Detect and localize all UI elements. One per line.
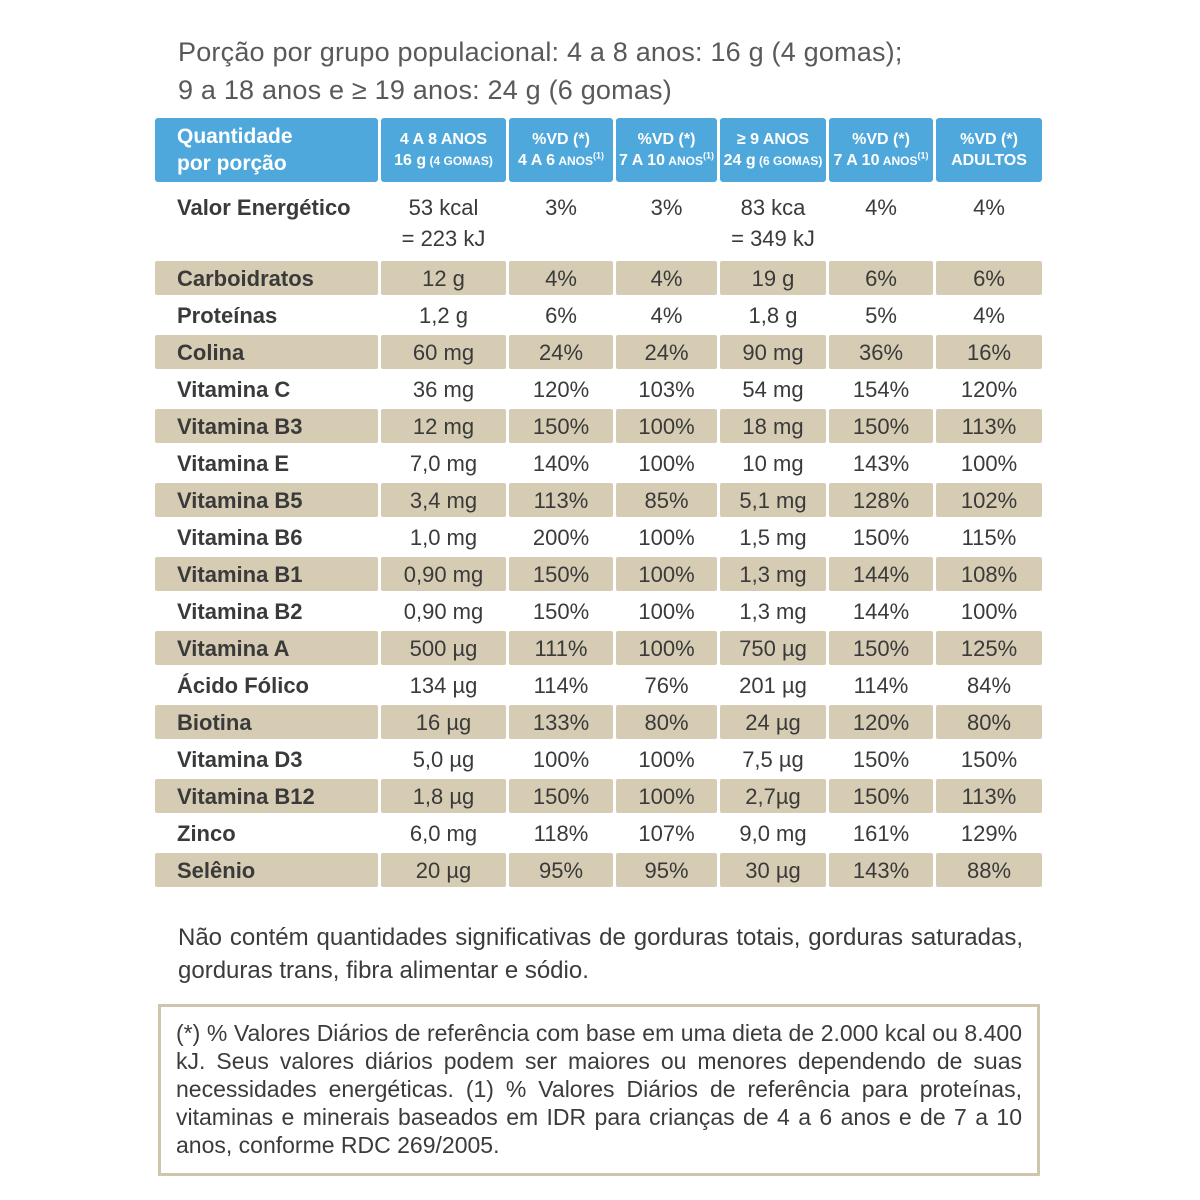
row-value: 0,90 mg	[381, 557, 506, 591]
row-value: 76%	[644, 672, 689, 698]
row-value: 100%	[616, 409, 717, 443]
row-value: 102%	[936, 483, 1042, 517]
row-value: 3%	[545, 195, 577, 220]
footnote-text: (*) % Valores Diários de referência com base em uma dieta de 2.000 kcal ou 8.400 kJ. Seus valores diários podem ser maiores ou menores dependendo de suas necessidades energéticas. (1) % Valores Diários de referência para proteínas, vitaminas e minerais baseados em IDR para crianças de 4 a 6 anos e de 7 a 10 anos, conforme RDC 269/2005.	[176, 1020, 1022, 1158]
row-label: Vitamina B2	[177, 598, 303, 624]
row-value: 10 mg	[742, 450, 804, 476]
row-value: 1,8 g	[748, 302, 798, 328]
row-value: 133%	[509, 705, 613, 739]
row-value: 201 µg	[739, 672, 807, 698]
header-cell-1: 4 A 8 ANOS 16 g (4 GOMAS)	[381, 118, 506, 182]
row-value: 120%	[532, 376, 590, 402]
row-value: 5%	[865, 302, 897, 328]
row-value: 111%	[509, 631, 613, 665]
row-value: 107%	[638, 820, 695, 846]
row-value: 100%	[638, 746, 695, 772]
table-row	[155, 261, 1042, 295]
page-title	[178, 33, 1200, 109]
row-value: 100%	[532, 746, 590, 772]
row-label: Zinco	[177, 820, 236, 846]
row-value: 114%	[533, 672, 589, 698]
row-value: 1,3 mg	[720, 557, 826, 591]
table-row	[155, 483, 1042, 517]
row-value: 750 µg	[720, 631, 826, 665]
row-value: 150%	[852, 524, 910, 550]
table-body	[155, 187, 1042, 887]
row-value: 24%	[509, 335, 613, 369]
row-value: 9,0 mg	[739, 820, 807, 846]
row-label: Vitamina B12	[155, 779, 378, 813]
table-row	[155, 742, 1042, 776]
table-row	[155, 409, 1042, 443]
row-value: 53 kcal = 223 kJ	[401, 195, 486, 251]
row-value: 200%	[532, 524, 590, 550]
row-value: 95%	[616, 853, 717, 887]
row-value: 36%	[829, 335, 933, 369]
row-value: 95%	[509, 853, 613, 887]
row-value: 113%	[936, 779, 1042, 813]
row-value: 150%	[829, 779, 933, 813]
table-row	[155, 335, 1042, 369]
nutrition-table	[155, 118, 1042, 887]
row-value: 6%	[545, 302, 577, 328]
row-value: 150%	[829, 409, 933, 443]
row-value: 500 µg	[381, 631, 506, 665]
row-value: 1,2 g	[419, 302, 468, 328]
row-value: 2,7µg	[720, 779, 826, 813]
row-value: 150%	[852, 746, 910, 772]
row-value: 4%	[973, 302, 1005, 328]
row-value: 12 mg	[381, 409, 506, 443]
row-value: 0,90 mg	[403, 598, 484, 624]
row-value: 88%	[936, 853, 1042, 887]
row-label: Ácido Fólico	[177, 672, 309, 698]
row-label: Valor Energético	[177, 195, 351, 220]
row-value: 84%	[966, 672, 1012, 698]
no-significant-note: Não contém quantidades significativas de gorduras totais, gorduras saturadas, gorduras trans, fibra alimentar e sódio.	[178, 924, 1023, 984]
row-value: 85%	[616, 483, 717, 517]
row-value: 129%	[960, 820, 1018, 846]
row-value: 6%	[829, 261, 933, 295]
row-value: 150%	[960, 746, 1018, 772]
row-label: Proteínas	[177, 302, 278, 328]
row-value: 16%	[936, 335, 1042, 369]
row-value: 24 µg	[720, 705, 826, 739]
row-value: 83 kca = 349 kJ	[731, 195, 815, 251]
row-value: 100%	[638, 524, 695, 550]
row-value: 140%	[532, 450, 590, 476]
row-value: 114%	[853, 672, 909, 698]
header-cell-0: Quantidade por porção	[155, 118, 378, 182]
row-label: Vitamina B1	[155, 557, 378, 591]
row-value: 150%	[829, 631, 933, 665]
header-cell-5: %VD (*) 7 A 10 ANOS$^{(1)}$	[829, 118, 933, 182]
row-value: 7,0 mg	[409, 450, 478, 476]
row-value: 113%	[936, 409, 1042, 443]
row-value: 144%	[852, 598, 910, 624]
page-title-line2: 9 a 18 anos e ≥ 19 anos: 24 g (6 gomas)	[178, 75, 672, 105]
row-value: 150%	[509, 779, 613, 813]
row-value: 143%	[829, 853, 933, 887]
row-value: 100%	[616, 631, 717, 665]
row-value: 154%	[852, 376, 910, 402]
row-label: Vitamina B5	[155, 483, 378, 517]
table-row	[155, 557, 1042, 591]
row-label: Colina	[155, 335, 378, 369]
row-value: 5,0 µg	[412, 746, 475, 772]
table-row	[155, 594, 1042, 628]
header-cell-3: %VD (*) 7 A 10 ANOS$^{(1)}$	[616, 118, 717, 182]
row-value: 118%	[533, 820, 589, 846]
row-value: 80%	[616, 705, 717, 739]
table-row	[155, 298, 1042, 332]
row-label: Selênio	[155, 853, 378, 887]
table-row	[155, 187, 1042, 258]
row-value: 20 µg	[381, 853, 506, 887]
row-value: 4%	[616, 261, 717, 295]
table-row	[155, 853, 1042, 887]
row-value: 54 mg	[742, 376, 804, 402]
row-value: 108%	[936, 557, 1042, 591]
row-label: Vitamina A	[155, 631, 378, 665]
row-label: Vitamina B6	[177, 524, 303, 550]
row-value: 7,5 µg	[742, 746, 804, 772]
row-value: 5,1 mg	[720, 483, 826, 517]
table-row	[155, 668, 1042, 702]
row-value: 100%	[616, 779, 717, 813]
row-value: 120%	[960, 376, 1018, 402]
row-value: 100%	[960, 598, 1018, 624]
row-label: Biotina	[155, 705, 378, 739]
row-label: Vitamina E	[177, 450, 290, 476]
table-row	[155, 631, 1042, 665]
table-row	[155, 372, 1042, 406]
row-label: Carboidratos	[155, 261, 378, 295]
row-value: 1,3 mg	[739, 598, 807, 624]
row-value: 1,8 µg	[381, 779, 506, 813]
row-value: 60 mg	[381, 335, 506, 369]
row-value: 4%	[650, 302, 683, 328]
row-value: 3%	[650, 195, 683, 220]
row-value: 144%	[829, 557, 933, 591]
row-label: Vitamina C	[177, 376, 291, 402]
row-value: 12 g	[381, 261, 506, 295]
row-value: 150%	[509, 409, 613, 443]
row-value: 1,5 mg	[739, 524, 807, 550]
header-cell-2: %VD (*) 4 A 6 ANOS$^{(1)}$	[509, 118, 613, 182]
row-value: 100%	[638, 450, 695, 476]
row-label: Vitamina B3	[155, 409, 378, 443]
header-cell-6: %VD (*) ADULTOS	[936, 118, 1042, 182]
row-value: 113%	[509, 483, 613, 517]
row-value: 161%	[852, 820, 910, 846]
row-value: 125%	[936, 631, 1042, 665]
page-title-line1: Porção por grupo populacional: 4 a 8 anos: 16 g (4 gomas);	[178, 37, 903, 67]
row-value: 80%	[936, 705, 1042, 739]
row-value: 150%	[532, 598, 590, 624]
row-value: 150%	[509, 557, 613, 591]
row-value: 4%	[865, 195, 897, 220]
row-value: 115%	[961, 524, 1017, 550]
row-value: 143%	[852, 450, 910, 476]
row-value: 103%	[638, 376, 695, 402]
row-value: 100%	[638, 598, 695, 624]
row-value: 100%	[616, 557, 717, 591]
footnote-box	[158, 1004, 1040, 1176]
row-value: 4%	[973, 195, 1005, 220]
table-row	[155, 705, 1042, 739]
header-cell-4: ≥ 9 ANOS 24 g (6 GOMAS)	[720, 118, 826, 182]
table-row	[155, 520, 1042, 554]
row-value: 90 mg	[720, 335, 826, 369]
row-value: 100%	[960, 450, 1018, 476]
row-value: 134 µg	[409, 672, 478, 698]
row-value: 16 µg	[381, 705, 506, 739]
row-value: 1,0 mg	[409, 524, 478, 550]
table-header-row	[155, 118, 1042, 182]
row-value: 4%	[509, 261, 613, 295]
row-value: 3,4 mg	[381, 483, 506, 517]
table-row	[155, 816, 1042, 850]
row-label: Vitamina D3	[177, 746, 303, 772]
row-value: 6%	[936, 261, 1042, 295]
row-value: 36 mg	[412, 376, 475, 402]
row-value: 6,0 mg	[409, 820, 478, 846]
row-value: 30 µg	[720, 853, 826, 887]
row-value: 128%	[829, 483, 933, 517]
table-row	[155, 779, 1042, 813]
row-value: 120%	[829, 705, 933, 739]
row-value: 19 g	[720, 261, 826, 295]
row-value: 18 mg	[720, 409, 826, 443]
row-value: 24%	[616, 335, 717, 369]
table-row	[155, 446, 1042, 480]
